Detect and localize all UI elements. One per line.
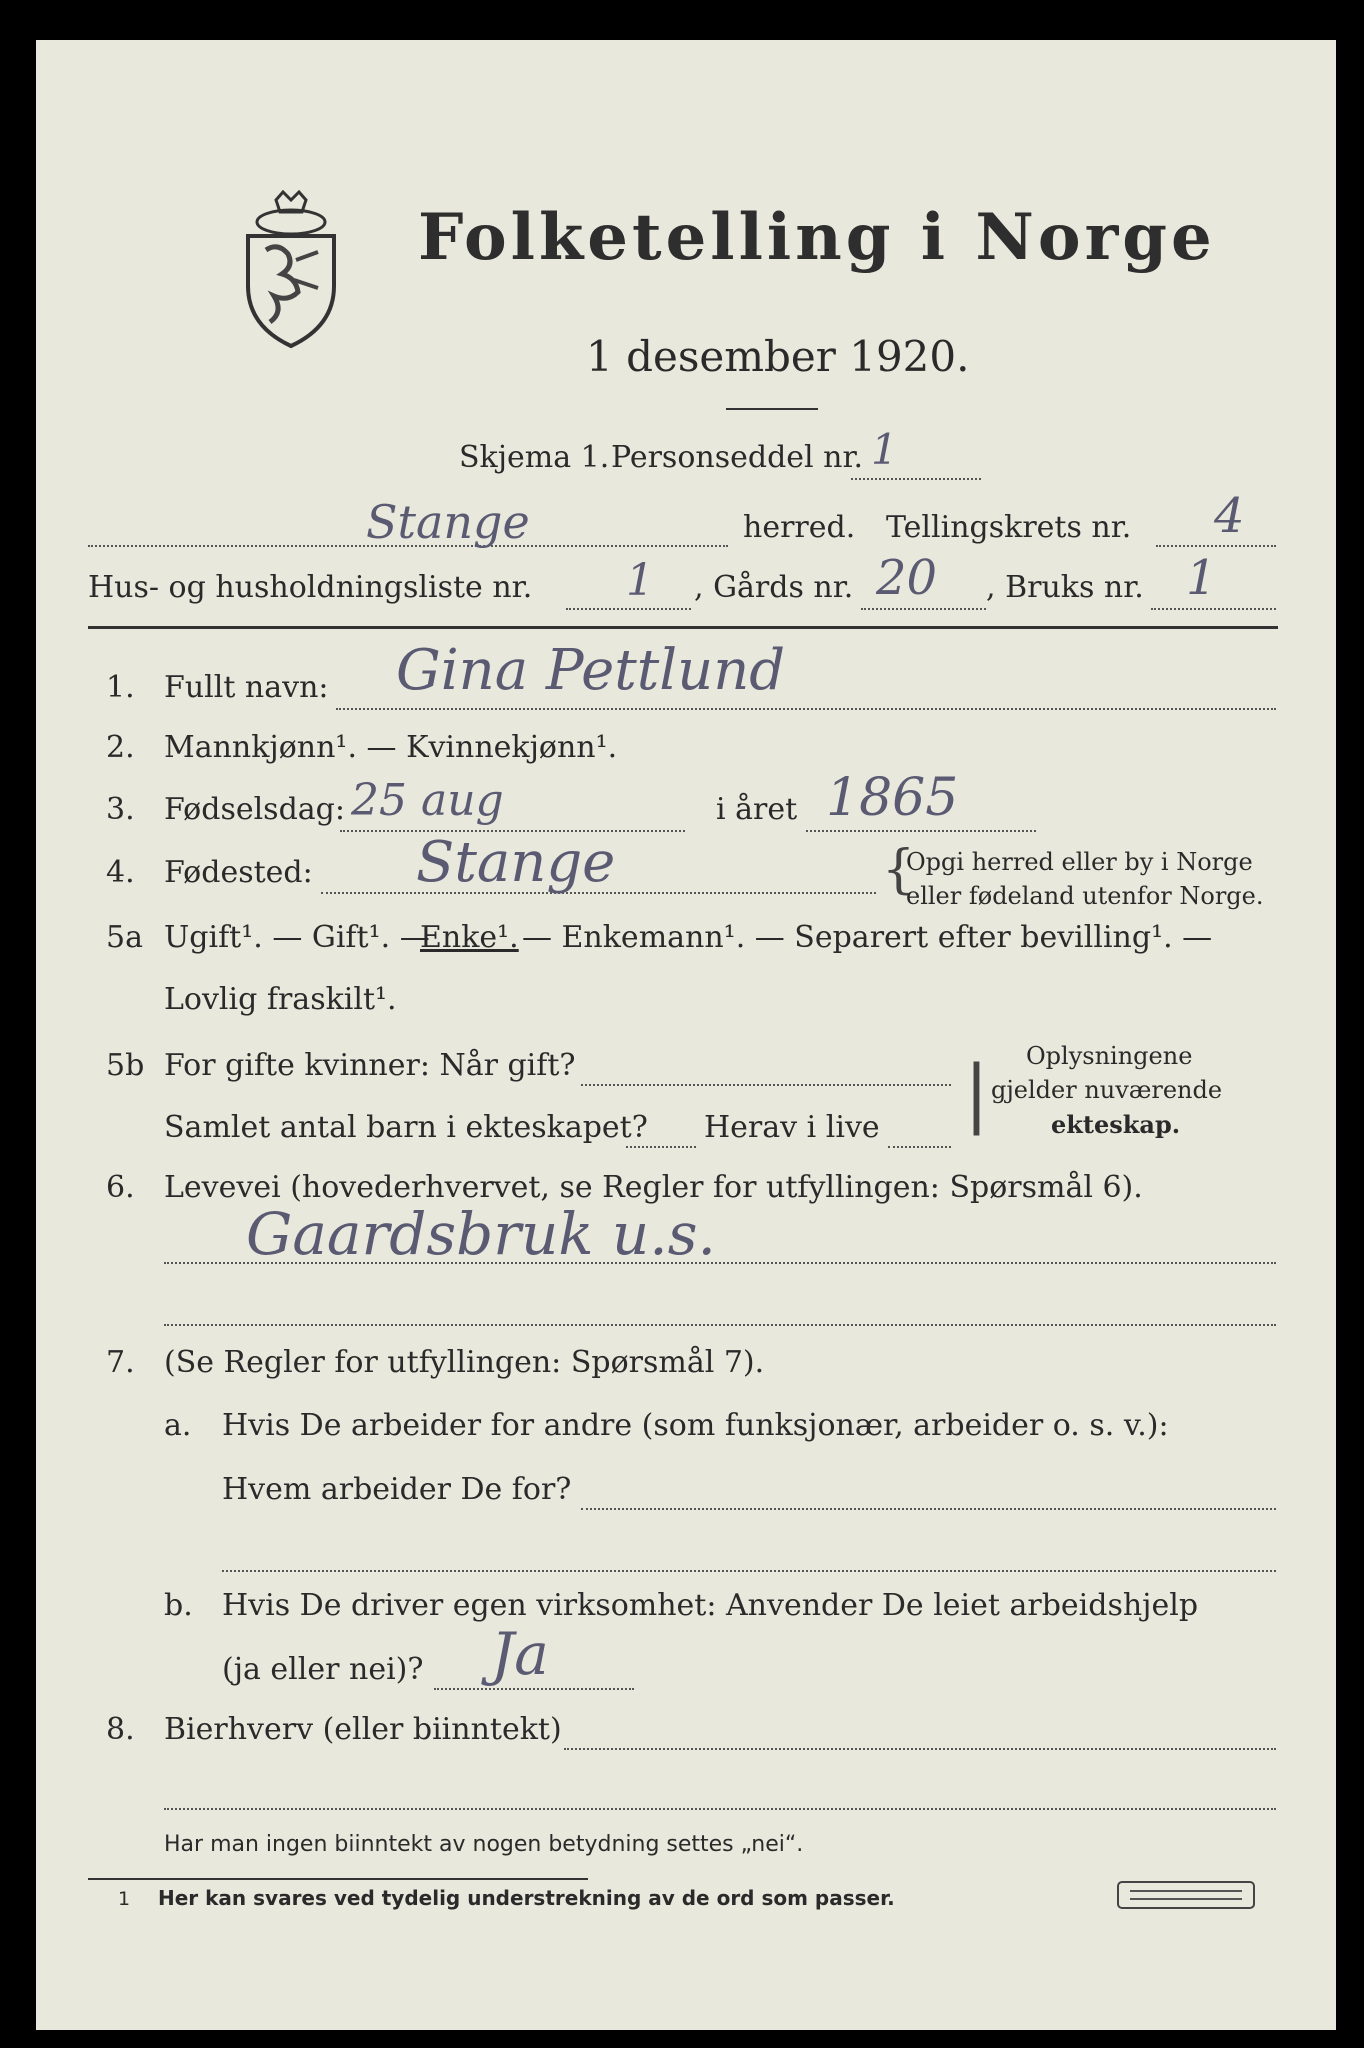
- q7a-letter: a.: [164, 1408, 192, 1443]
- herred-value[interactable]: Stange: [366, 495, 530, 549]
- q7-label: (Se Regler for utfyllingen: Spørsmål 7).: [164, 1345, 765, 1380]
- q3-number: 3.: [106, 792, 135, 827]
- q5b-married-label: For gifte kvinner: Når gift?: [164, 1048, 576, 1083]
- q8-extra-line: [164, 1808, 1276, 1810]
- q3-label: Fødselsdag:: [164, 792, 345, 827]
- full-name-value[interactable]: Gina Pettlund: [396, 638, 786, 703]
- footnote-text: Her kan svares ved tydelig understrekning av de ord som passer.: [158, 1886, 895, 1910]
- q5a-options-part1[interactable]: Ugift¹. — Gift¹. —: [164, 920, 430, 955]
- husholdningsliste-line: [566, 608, 691, 610]
- q4-note-brace: {: [882, 840, 916, 900]
- year-value[interactable]: 1865: [826, 768, 959, 828]
- q5b-children-label: Samlet antal barn i ekteskapet?: [164, 1110, 648, 1145]
- q5b-note-line3: ekteskap.: [1051, 1110, 1181, 1139]
- hired-help-value[interactable]: Ja: [491, 1620, 549, 1688]
- census-form: [36, 40, 1336, 2030]
- birthday-value[interactable]: 25 aug: [351, 775, 504, 826]
- tellingskrets-label: Tellingskrets nr.: [886, 510, 1132, 545]
- q2-label[interactable]: Mannkjønn¹. — Kvinnekjønn¹.: [164, 730, 618, 765]
- q5b-married-line: [581, 1084, 951, 1086]
- q4-note-line1: Opgi herred eller by i Norge: [906, 848, 1253, 876]
- tellingskrets-line: [1156, 545, 1276, 547]
- q5b-note-brace: |: [964, 1050, 989, 1136]
- header-divider: [88, 626, 1278, 629]
- bruks-line: [1151, 608, 1276, 610]
- q8-line: [564, 1748, 1276, 1750]
- q5a-number: 5a: [106, 920, 143, 955]
- gards-line: [861, 608, 986, 610]
- q1-label: Fullt navn:: [164, 670, 329, 705]
- q5b-children-line: [626, 1146, 696, 1148]
- q7b-letter: b.: [164, 1588, 193, 1623]
- printer-stamp-icon: [1116, 1880, 1256, 1910]
- q6-line2: [164, 1324, 1276, 1326]
- personseddel-line: [851, 478, 981, 480]
- q1-number: 1.: [106, 670, 135, 705]
- q8-number: 8.: [106, 1712, 135, 1747]
- q2-number: 2.: [106, 730, 135, 765]
- q5b-note-line2: gjelder nuværende: [991, 1076, 1223, 1104]
- tellingskrets-value[interactable]: 4: [1214, 488, 1245, 544]
- title-divider: [726, 408, 818, 410]
- q7-number: 7.: [106, 1345, 135, 1380]
- occupation-value[interactable]: Gaardsbruk u.s.: [246, 1200, 716, 1268]
- q7a-extra-line: [222, 1570, 1276, 1572]
- norwegian-coat-of-arms-icon: [236, 190, 346, 350]
- q5b-note-line1: Oplysningene: [1026, 1042, 1193, 1070]
- q5b-alive-line: [888, 1146, 951, 1148]
- q1-line: [336, 708, 1276, 710]
- husholdningsliste-value[interactable]: 1: [626, 555, 654, 606]
- footnote-divider: [88, 1878, 588, 1880]
- q7a-employer-line: [581, 1508, 1276, 1510]
- year-line: [806, 830, 1036, 832]
- q6-number: 6.: [106, 1170, 135, 1205]
- form-title: Folketelling i Norge: [418, 200, 1216, 275]
- herred-label: herred.: [743, 510, 856, 545]
- footnote-number: 1: [118, 1888, 131, 1910]
- q5b-alive-label: Herav i live: [704, 1110, 880, 1145]
- q7b-line1: Hvis De driver egen virksomhet: Anvender De leiet arbeidshjelp: [222, 1588, 1199, 1623]
- bruks-label: , Bruks nr.: [986, 570, 1144, 605]
- q8-label: Bierhverv (eller biinntekt): [164, 1712, 562, 1747]
- birthplace-value[interactable]: Stange: [416, 830, 616, 895]
- biinntekt-note: Har man ingen biinntekt av nogen betydning settes „nei“.: [164, 1832, 804, 1857]
- husholdningsliste-label: Hus- og husholdningsliste nr.: [88, 570, 533, 605]
- q5a-options-part2[interactable]: — Enkemann¹. — Separert efter bevilling¹. —: [522, 920, 1213, 955]
- q5b-number: 5b: [106, 1048, 145, 1083]
- q4-number: 4.: [106, 855, 135, 890]
- bruks-value[interactable]: 1: [1186, 550, 1217, 606]
- skjema-label: Skjema 1.: [459, 440, 610, 475]
- q7b-line2: (ja eller nei)?: [222, 1652, 424, 1687]
- q5a-options-line2[interactable]: Lovlig fraskilt¹.: [164, 982, 397, 1017]
- q7b-answer-line: [434, 1688, 634, 1690]
- gards-label: , Gårds nr.: [694, 570, 854, 605]
- q7a-line1: Hvis De arbeider for andre (som funksjonær, arbeider o. s. v.):: [222, 1408, 1169, 1443]
- year-label: i året: [716, 792, 798, 827]
- q6-label: Levevei (hovederhvervet, se Regler for utfyllingen: Spørsmål 6).: [164, 1170, 1143, 1205]
- q5a-enke-selected[interactable]: Enke¹.: [420, 920, 519, 955]
- gards-value[interactable]: 20: [876, 550, 938, 606]
- q4-label: Fødested:: [164, 855, 313, 890]
- q7a-line2: Hvem arbeider De for?: [222, 1472, 572, 1507]
- census-date: 1 desember 1920.: [586, 332, 970, 381]
- personseddel-value[interactable]: 1: [871, 425, 898, 474]
- q4-note-line2: eller fødeland utenfor Norge.: [906, 882, 1264, 910]
- personseddel-label: Personseddel nr.: [611, 440, 864, 475]
